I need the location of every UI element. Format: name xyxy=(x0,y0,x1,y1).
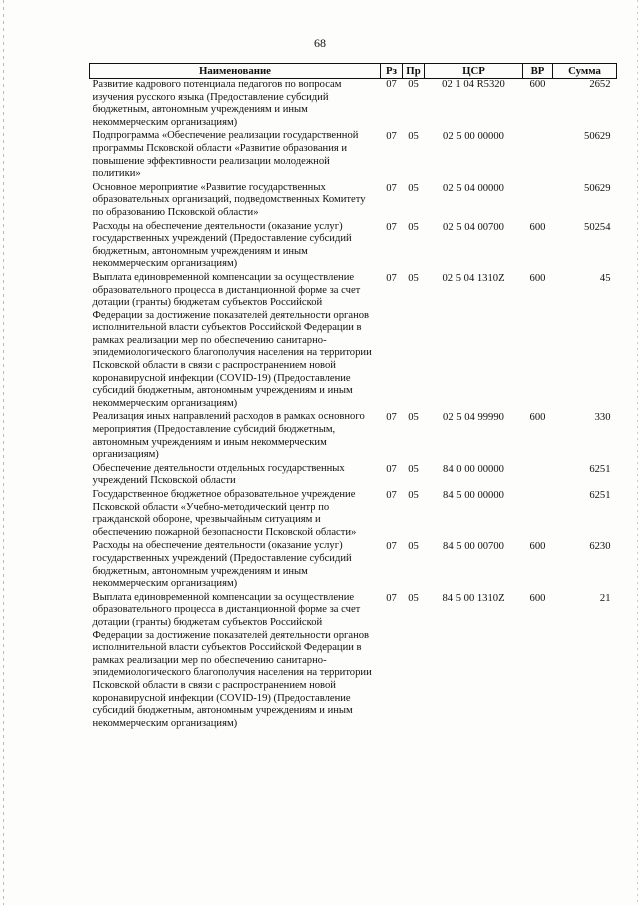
cell-sum: 50629 xyxy=(584,131,611,143)
cell-vr xyxy=(523,130,553,181)
cell-vr xyxy=(523,182,553,221)
cell-rz: 07 xyxy=(386,541,397,553)
table-row xyxy=(90,540,617,591)
table-row xyxy=(90,592,617,732)
cell-sum: 6251 xyxy=(589,490,611,501)
cell-name: Расходы на обеспечение деятельности (оказание услуг) государственных учреждений (Предоставление субсидий бюджетным, автономным учреждениям и иным некоммерческим организациям) xyxy=(92,220,352,270)
cell-name: Обеспечение деятельности отдельных государственных учреждений Псковской области xyxy=(92,462,345,487)
cell-pr: 05 xyxy=(408,412,419,424)
cell-rz: 07 xyxy=(386,79,397,90)
cell-name: Основное мероприятие «Развитие государственных образовательных организаций, подведомственных Комитету по образованию Псковской области» xyxy=(92,181,366,218)
cell-vr: 600 xyxy=(529,79,546,90)
cell-name: Выплата единовременной компенсации за осуществление образовательного процесса в дистанционной форме за счет дотации (гранты) бюджетам субъектов Российской Федерации за достижение показателей деятельности органов исполнительной власти субъектов Российской Федерации в рамках реализации мер по обеспечению санитарно-эпидемиологического благополучия населения на территории Псковской области в связи с распространением новой коронавирусной инфекции (COVID-19) (Предоставление субсидий бюджетным, автономным учреждениям и иным некоммерческим организациям) xyxy=(92,271,372,409)
cell-rz: 07 xyxy=(386,412,397,424)
cell-pr: 05 xyxy=(408,79,419,90)
table-row xyxy=(90,130,617,181)
cell-rz: 07 xyxy=(386,272,397,284)
cell-vr: 600 xyxy=(529,412,546,424)
table-row xyxy=(90,463,617,489)
cell-name: Выплата единовременной компенсации за осуществление образовательного процесса в дистанционной форме за счет дотации (гранты) бюджетам субъектов Российской Федерации за достижение показателей деятельности органов исполнительной власти субъектов Российской Федерации в рамках реализации мер по обеспечению санитарно-эпидемиологического благополучия населения на территории Псковской области в связи с распространением новой коронавирусной инфекции (COVID-19) (Предоставление субсидий бюджетным, автономным учреждениям и иным некоммерческим организациям) xyxy=(92,591,372,729)
cell-vr: 600 xyxy=(529,221,546,233)
header-sum: Сумма xyxy=(553,64,617,79)
cell-csr: 02 5 00 00000 xyxy=(443,131,504,143)
page-number: 68 xyxy=(314,36,326,50)
table-row xyxy=(90,411,617,462)
cell-pr: 05 xyxy=(408,490,419,501)
cell-pr: 05 xyxy=(408,592,419,604)
cell-csr: 02 5 04 00000 xyxy=(443,182,504,194)
cell-pr: 05 xyxy=(408,182,419,194)
scan-edge-left xyxy=(3,0,4,905)
cell-pr: 05 xyxy=(408,463,419,475)
cell-sum: 21 xyxy=(599,592,611,604)
cell-vr xyxy=(523,463,553,489)
header-vr: ВР xyxy=(523,64,553,79)
cell-pr: 05 xyxy=(408,131,419,143)
table-row xyxy=(90,489,617,540)
cell-csr: 02 5 04 00700 xyxy=(443,221,504,233)
header-name: Наименование xyxy=(90,64,381,79)
cell-name: Реализация иных направлений расходов в рамках основного мероприятия (Предоставление субсидий бюджетным, автономным учреждениям и иным некоммерческим организациям) xyxy=(92,411,365,461)
cell-pr: 05 xyxy=(408,541,419,553)
cell-csr: 84 5 00 00700 xyxy=(443,541,504,553)
budget-table xyxy=(89,63,617,731)
cell-vr: 600 xyxy=(529,272,546,284)
table-row xyxy=(90,272,617,412)
cell-csr: 84 5 00 00000 xyxy=(443,490,504,501)
cell-csr: 02 5 04 99990 xyxy=(443,412,504,424)
cell-csr: 84 5 00 1310Z xyxy=(442,592,505,604)
table-row xyxy=(90,182,617,221)
cell-name: Подпрограмма «Обеспечение реализации государственной программы Псковской области «Развитие образования и повышение эффективности реализации молодежной политики» xyxy=(92,130,359,180)
cell-rz: 07 xyxy=(386,463,397,475)
cell-pr: 05 xyxy=(408,221,419,233)
cell-csr: 02 5 04 1310Z xyxy=(442,272,505,284)
table-row xyxy=(90,221,617,272)
header-rz: Рз xyxy=(381,64,403,79)
cell-rz: 07 xyxy=(386,592,397,604)
scan-edge-right xyxy=(637,0,638,905)
cell-sum: 2652 xyxy=(589,79,611,90)
cell-rz: 07 xyxy=(386,490,397,501)
cell-rz: 07 xyxy=(386,182,397,194)
cell-sum: 50629 xyxy=(584,182,611,194)
table-header-row xyxy=(90,64,617,79)
cell-name: Развитие кадрового потенциала педагогов по вопросам изучения русского языка (Предоставление субсидий бюджетным, автономным учреждениям и иным некоммерческим организациям) xyxy=(92,79,342,128)
cell-sum: 6230 xyxy=(589,541,611,553)
cell-name: Расходы на обеспечение деятельности (оказание услуг) государственных учреждений (Предоставление субсидий бюджетным, автономным учреждениям и иным некоммерческим организациям) xyxy=(92,540,352,590)
cell-vr xyxy=(523,489,553,540)
header-pr: Пр xyxy=(403,64,425,79)
cell-sum: 330 xyxy=(594,412,611,424)
cell-rz: 07 xyxy=(386,221,397,233)
cell-vr: 600 xyxy=(529,541,546,553)
cell-rz: 07 xyxy=(386,131,397,143)
header-csr: ЦСР xyxy=(425,64,523,79)
cell-sum: 45 xyxy=(599,272,611,284)
cell-vr: 600 xyxy=(529,592,546,604)
cell-pr: 05 xyxy=(408,272,419,284)
table-row xyxy=(90,79,617,131)
cell-csr: 84 0 00 00000 xyxy=(443,463,504,475)
cell-sum: 50254 xyxy=(584,221,611,233)
cell-csr: 02 1 04 R5320 xyxy=(442,79,505,90)
cell-sum: 6251 xyxy=(589,463,611,475)
cell-name: Государственное бюджетное образовательное учреждение Псковской области «Учебно-методический центр по гражданской обороне, чрезвычайным ситуациям и обеспечению пожарной безопасности Псковской области» xyxy=(92,489,357,538)
